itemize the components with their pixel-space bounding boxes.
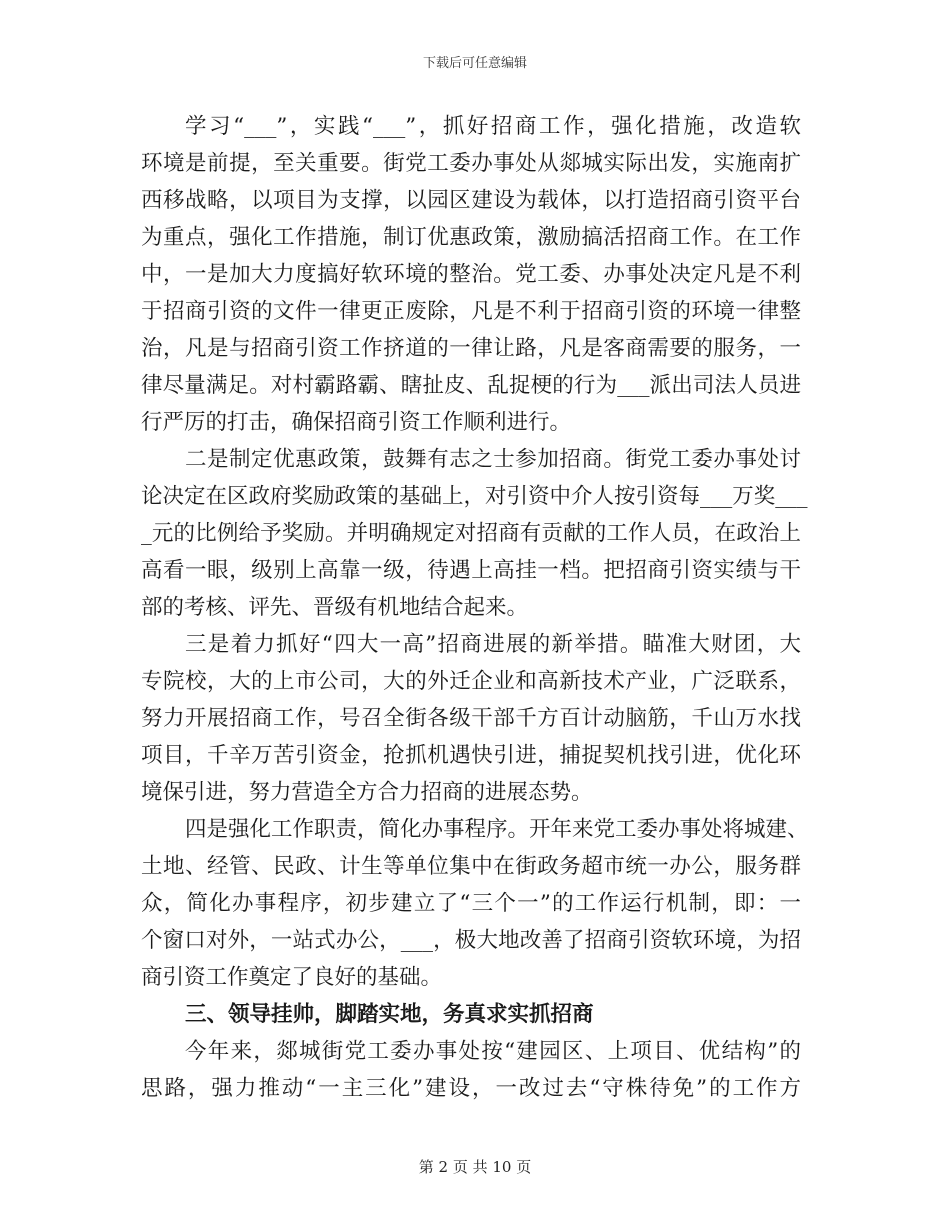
text-line: 中，一是加大力度搞好软环境的整治。党工委、办事处决定凡是不利 xyxy=(141,262,801,287)
text-line: 西移战略，以项目为支撑，以园区建设为载体，以打造招商引资平台 xyxy=(141,188,801,213)
paragraph-closing xyxy=(141,1033,801,1107)
text-line: 为重点，强化工作措施，制订优惠政策，激励搞活招商工作。在工作 xyxy=(141,225,801,250)
document-body xyxy=(141,108,809,1107)
text-line: 今年来，郯城街党工委办事处按“建园区、上项目、优结构”的 xyxy=(185,1039,801,1064)
text-line: 于招商引资的文件一律更正废除，凡是不利于招商引资的环境一律整 xyxy=(141,299,801,324)
text-line: 论决定在区政府奖励政策的基础上，对引资中介人按引资每___万奖___ xyxy=(141,484,808,509)
paragraph-four-big-one-high xyxy=(141,626,801,811)
text-line: 环境是前提，至关重要。街党工委办事处从郯城实际出发，实施南扩 xyxy=(141,151,801,176)
text-line: 个窗口对外，一站式办公，___，极大地改善了招商引资软环境，为招 xyxy=(141,928,801,953)
text-line: 专院校，大的上市公司，大的外迁企业和高新技术产业，广泛联系， xyxy=(141,669,801,694)
text-line: 行严厉的打击，确保招商引资工作顺利进行。 xyxy=(141,410,572,435)
text-line: 项目，千辛万苦引资金，抢抓机遇快引进，捕捉契机找引进，优化环 xyxy=(141,743,801,768)
text-line: 治，凡是与招商引资工作挤道的一律让路，凡是客商需要的服务，一 xyxy=(141,336,801,361)
page-header: 下载后可任意编辑 xyxy=(422,56,527,71)
text-line: 思路，强力推动“一主三化”建设，一改过去“守株待免”的工作方 xyxy=(141,1076,801,1101)
text-line: 律尽量满足。对村霸路霸、瞎扯皮、乱捉梗的行为___派出司法人员进 xyxy=(141,373,801,398)
text-line: 努力开展招商工作，号召全街各级干部千方百计动脑筋，千山万水找 xyxy=(141,706,801,731)
text-line: 高看一眼，级别上高靠一级，待遇上高挂一档。把招商引资实绩与干 xyxy=(141,558,801,583)
paragraph-improve-environment xyxy=(141,108,801,441)
text-line: 部的考核、评先、晋级有机地结合起来。 xyxy=(141,595,529,620)
text-line: 三是着力抓好“四大一高”招商进展的新举措。瞄准大财团，大 xyxy=(185,632,801,657)
text-line: 学习“___”，实践“___”，抓好招商工作，强化措施，改造软 xyxy=(185,114,801,139)
text-line: 四是强化工作职责，简化办事程序。开年来党工委办事处将城建、 xyxy=(185,817,809,842)
section-heading: 三、领导挂帅，脚踏实地，务真求实抓招商 xyxy=(185,1002,594,1027)
text-line: 二是制定优惠政策，鼓舞有志之士参加招商。街党工委办事处讨 xyxy=(185,447,801,472)
text-line: _元的比例给予奖励。并明确规定对招商有贡献的工作人员，在政治上 xyxy=(141,521,801,546)
text-line: 境保引进，努力营造全方合力招商的进展态势。 xyxy=(141,780,593,805)
text-line: 土地、经管、民政、计生等单位集中在街政务超市统一办公，服务群 xyxy=(141,854,801,879)
paragraph-simplify-procedures xyxy=(141,811,809,996)
text-line: 众，简化办事程序，初步建立了“三个一”的工作运行机制，即：一 xyxy=(141,891,801,916)
page-number: 第 2 页 共 10 页 xyxy=(418,1158,532,1176)
paragraph-incentive-policy xyxy=(141,441,808,626)
text-line: 商引资工作奠定了良好的基础。 xyxy=(141,965,443,990)
